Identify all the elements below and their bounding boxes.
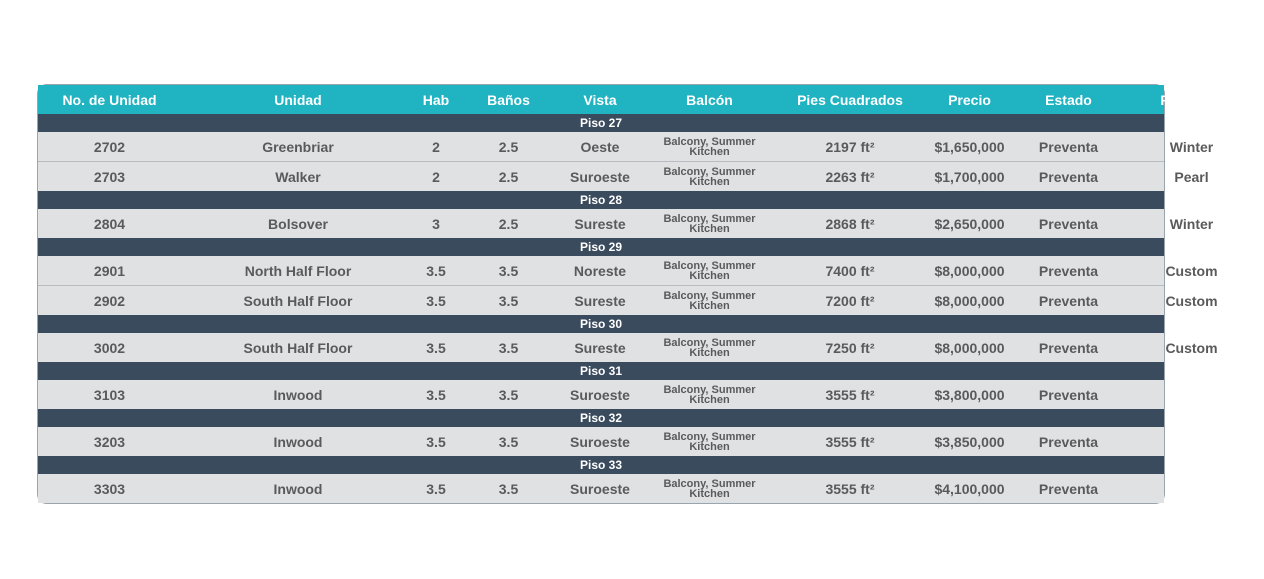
header-estado: Estado: [1045, 91, 1092, 108]
cell-estado: Preventa: [1038, 386, 1099, 403]
units-table: [37, 84, 1223, 504]
cell-banos: 3.5: [498, 262, 519, 279]
floor-divider: Piso 29: [38, 238, 1164, 256]
cell-banos: 3.5: [498, 386, 519, 403]
cell-precio: $2,650,000: [934, 215, 1005, 232]
floor-divider: Piso 32: [38, 409, 1164, 427]
cell-banos: 2.5: [498, 215, 519, 232]
cell-finish: Custom: [1165, 262, 1218, 279]
cell-estado: Preventa: [1038, 433, 1099, 450]
table-row: [38, 474, 1164, 503]
cell-hab: 3.5: [426, 339, 446, 356]
header-vista: Vista: [583, 91, 617, 108]
cell-unit-number: 2901: [93, 262, 126, 279]
header-banos: Baños: [487, 91, 530, 108]
cell-estado: Preventa: [1038, 339, 1099, 356]
cell-unit-number: 3203: [93, 433, 126, 450]
cell-hab: 3.5: [426, 433, 446, 450]
cell-unit-number: 2902: [93, 292, 126, 309]
cell-unit: North Half Floor: [244, 262, 352, 279]
cell-banos: 3.5: [498, 480, 519, 497]
table-row: [38, 427, 1164, 456]
cell-banos: 3.5: [498, 339, 519, 356]
table-row: [38, 333, 1218, 362]
cell-unit: Walker: [275, 168, 321, 185]
cell-vista: Sureste: [574, 339, 626, 356]
cell-hab: 3.5: [426, 262, 446, 279]
cell-hab: 2: [432, 138, 440, 155]
cell-sqft: 7200 ft²: [825, 292, 875, 309]
cell-balcon: Balcony, Summer Kitchen: [663, 383, 756, 406]
cell-hab: 3.5: [426, 480, 446, 497]
cell-sqft: 3555 ft²: [825, 433, 875, 450]
cell-precio: $1,650,000: [934, 138, 1005, 155]
table-row: [38, 380, 1164, 409]
cell-vista: Suroeste: [570, 168, 630, 185]
cell-balcon: Balcony, Summer Kitchen: [663, 259, 756, 282]
cell-balcon: Balcony, Summer Kitchen: [663, 477, 756, 500]
cell-sqft: 3555 ft²: [825, 386, 875, 403]
cell-balcon: Balcony, Summer Kitchen: [663, 212, 756, 235]
cell-hab: 3.5: [426, 292, 446, 309]
table-body: [38, 114, 1218, 503]
table-row: [38, 209, 1214, 238]
cell-balcon: Balcony, Summer Kitchen: [663, 135, 756, 158]
cell-balcon: Balcony, Summer Kitchen: [663, 336, 756, 359]
cell-precio: $8,000,000: [934, 262, 1005, 279]
cell-banos: 2.5: [498, 138, 519, 155]
cell-vista: Noreste: [573, 262, 627, 279]
header-sqft: Pies Cuadrados: [797, 91, 903, 108]
floor-divider: Piso 28: [38, 191, 1164, 209]
cell-estado: Preventa: [1038, 215, 1099, 232]
cell-estado: Preventa: [1038, 292, 1099, 309]
floor-divider: Piso 27: [38, 114, 1164, 132]
cell-estado: Preventa: [1038, 138, 1099, 155]
cell-finish: Custom: [1165, 292, 1218, 309]
cell-unit: Inwood: [273, 480, 323, 497]
cell-balcon: Balcony, Summer Kitchen: [663, 430, 756, 453]
cell-banos: 2.5: [498, 168, 519, 185]
table-header: [38, 85, 1223, 114]
cell-unit: Greenbriar: [262, 138, 334, 155]
floor-divider: Piso 31: [38, 362, 1164, 380]
cell-vista: Oeste: [580, 138, 620, 155]
cell-unit: Inwood: [273, 386, 323, 403]
cell-balcon: Balcony, Summer Kitchen: [663, 289, 756, 312]
cell-hab: 3: [432, 215, 440, 232]
header-precio: Precio: [948, 91, 991, 108]
cell-estado: Preventa: [1038, 480, 1099, 497]
cell-sqft: 7400 ft²: [825, 262, 875, 279]
floor-divider: Piso 30: [38, 315, 1164, 333]
cell-vista: Suroeste: [570, 433, 630, 450]
cell-unit-number: 3303: [93, 480, 126, 497]
cell-sqft: 2197 ft²: [825, 138, 875, 155]
cell-finish: Pearl: [1174, 168, 1209, 185]
cell-unit-number: 2702: [93, 138, 126, 155]
cell-precio: $1,700,000: [934, 168, 1005, 185]
cell-finish: Winter: [1169, 138, 1214, 155]
table-row: [38, 161, 1209, 191]
cell-banos: 3.5: [498, 433, 519, 450]
table-row: [38, 285, 1218, 315]
header-balcon: Balcón: [686, 91, 733, 108]
cell-vista: Suroeste: [570, 480, 630, 497]
cell-vista: Sureste: [574, 292, 626, 309]
cell-precio: $3,850,000: [934, 433, 1005, 450]
cell-finish: Custom: [1165, 339, 1218, 356]
table-row: [38, 256, 1218, 285]
header-unit: Unidad: [274, 91, 322, 108]
cell-hab: 3.5: [426, 386, 446, 403]
cell-unit: Bolsover: [268, 215, 328, 232]
cell-unit-number: 2804: [93, 215, 126, 232]
cell-estado: Preventa: [1038, 262, 1099, 279]
cell-estado: Preventa: [1038, 168, 1099, 185]
cell-precio: $8,000,000: [934, 292, 1005, 309]
cell-precio: $4,100,000: [934, 480, 1005, 497]
cell-vista: Suroeste: [570, 386, 630, 403]
header-unit-number: No. de Unidad: [62, 91, 157, 108]
cell-sqft: 2868 ft²: [825, 215, 875, 232]
cell-sqft: 7250 ft²: [825, 339, 875, 356]
table-row: [38, 132, 1214, 161]
cell-precio: $8,000,000: [934, 339, 1005, 356]
floor-divider: Piso 33: [38, 456, 1164, 474]
cell-finish: Winter: [1169, 215, 1214, 232]
header-finish: Finish Pk: [1160, 91, 1223, 108]
cell-vista: Sureste: [574, 215, 626, 232]
cell-hab: 2: [432, 168, 440, 185]
cell-unit-number: 3002: [93, 339, 126, 356]
cell-sqft: 2263 ft²: [825, 168, 875, 185]
cell-unit: South Half Floor: [243, 292, 353, 309]
cell-unit-number: 3103: [93, 386, 126, 403]
cell-precio: $3,800,000: [934, 386, 1005, 403]
cell-banos: 3.5: [498, 292, 519, 309]
cell-unit-number: 2703: [93, 168, 126, 185]
header-hab: Hab: [422, 91, 450, 108]
cell-balcon: Balcony, Summer Kitchen: [663, 165, 756, 188]
cell-unit: Inwood: [273, 433, 323, 450]
cell-sqft: 3555 ft²: [825, 480, 875, 497]
cell-unit: South Half Floor: [243, 339, 353, 356]
